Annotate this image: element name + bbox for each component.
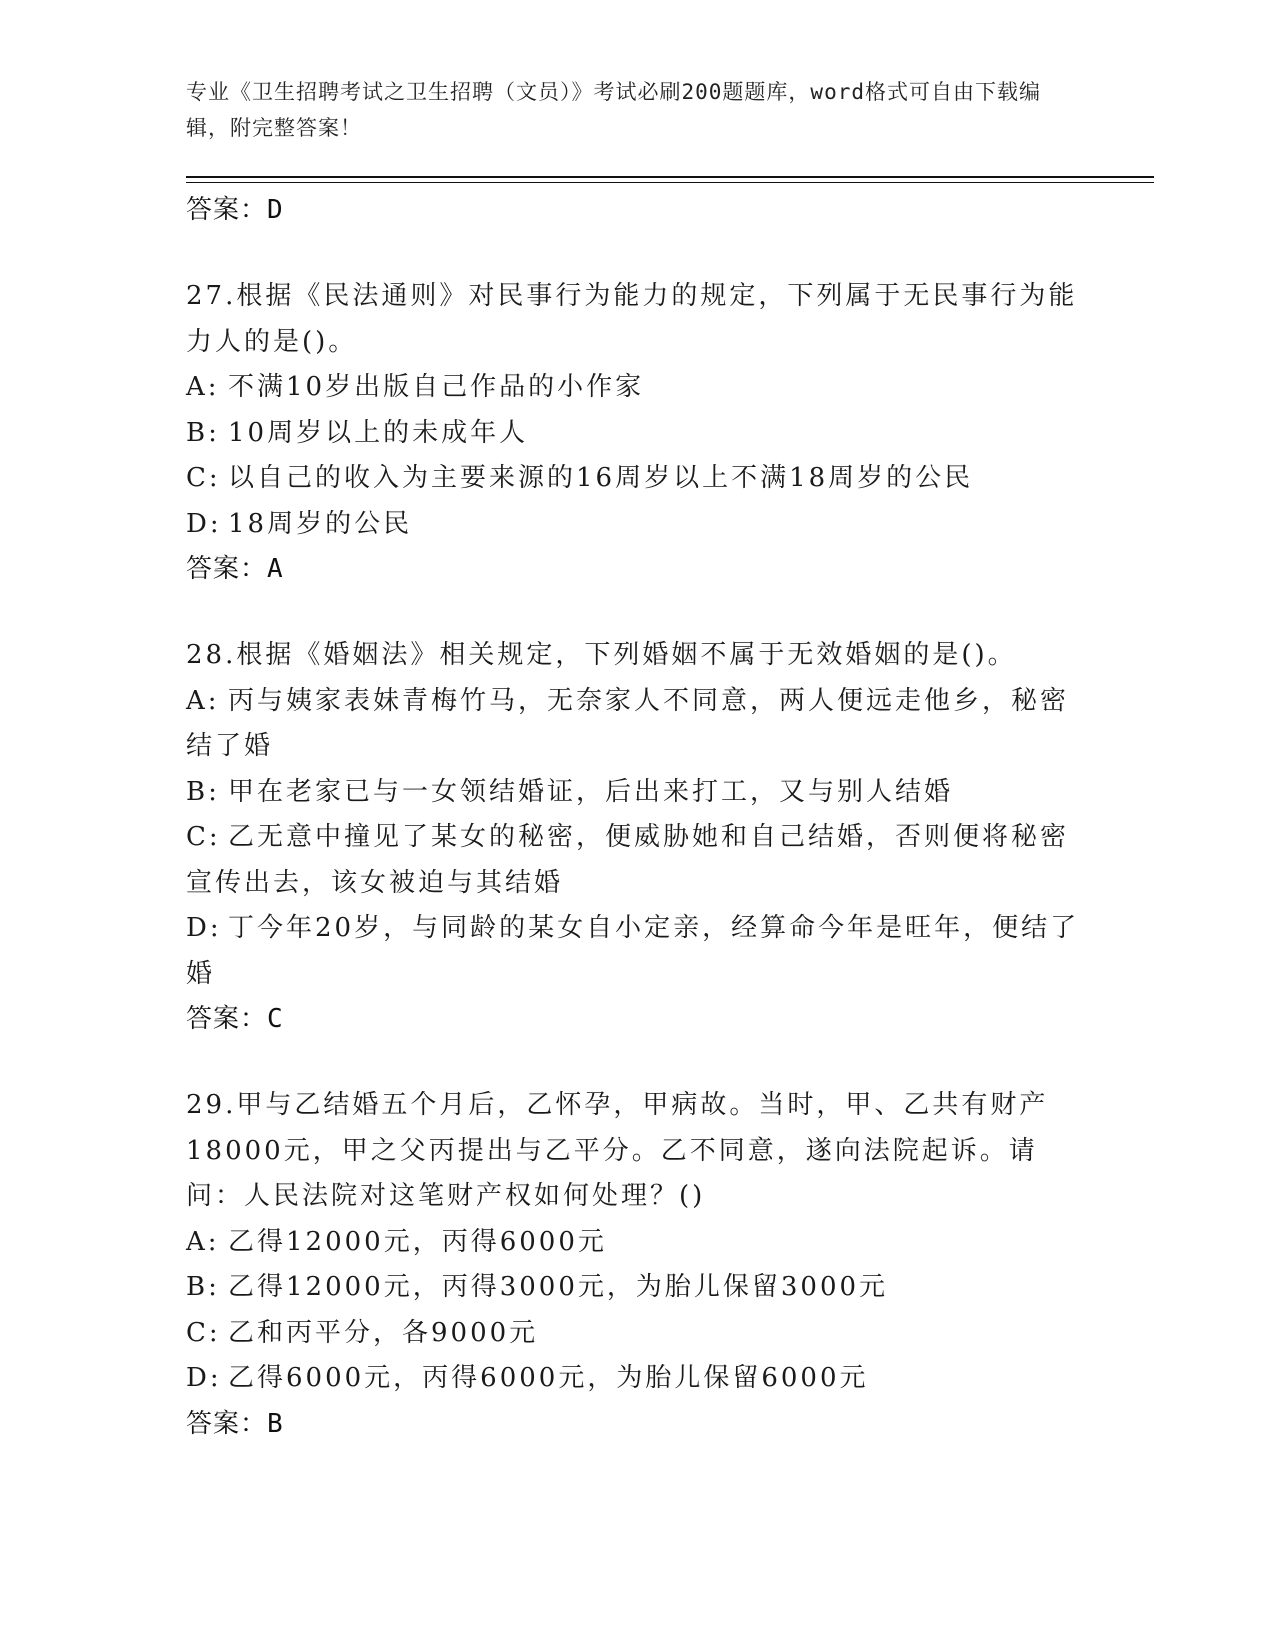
option-a	[186, 1220, 1086, 1266]
option-b	[186, 770, 1086, 816]
option-d	[186, 502, 1086, 548]
option-text: 乙得6000元，丙得6000元，为胎儿保留6000元	[228, 1363, 869, 1393]
option-c	[186, 815, 1086, 906]
header-rule-thick	[186, 176, 1154, 178]
option-d	[186, 906, 1086, 997]
option-key: B:	[186, 776, 220, 807]
question-stem: 29.甲与乙结婚五个月后，乙怀孕，甲病故。当时，甲、乙共有财产18000元，甲之父丙提出与乙平分。乙不同意，遂向法院起诉。请问：人民法院对这笔财产权如何处理？()	[186, 1090, 1049, 1211]
option-c	[186, 456, 1086, 502]
option-key: A:	[186, 1226, 220, 1257]
option-key: B:	[186, 1272, 220, 1302]
option-a	[186, 365, 1086, 411]
option-key: C:	[186, 463, 221, 493]
header-rule-thin	[186, 182, 1154, 183]
answer-line: 答案：B	[186, 1408, 284, 1439]
option-text: 乙得12000元，丙得3000元，为胎儿保留3000元	[228, 1272, 889, 1302]
option-text: 10周岁以上的未成年人	[228, 417, 529, 448]
option-c	[186, 1311, 1086, 1357]
option-text: 甲在老家已与一女领结婚证，后出来打工，又与别人结婚	[228, 776, 954, 807]
option-key: D:	[186, 508, 222, 539]
answer-line: 答案：C	[186, 1004, 284, 1034]
document-content	[186, 188, 1086, 1446]
option-text: 乙无意中撞见了某女的秘密，便威胁她和自己结婚，否则便将秘密宣传出去，该女被迫与其结婚	[186, 822, 1070, 898]
option-text: 丙与姨家表妹青梅竹马，无奈家人不同意，两人便远走他乡，秘密结了婚	[186, 685, 1070, 761]
option-a	[186, 679, 1086, 770]
option-b	[186, 411, 1086, 457]
option-key: D:	[186, 913, 222, 943]
option-key: A:	[186, 372, 220, 402]
option-text: 以自己的收入为主要来源的16周岁以上不满18周岁的公民	[228, 463, 974, 493]
question-item	[186, 274, 1086, 591]
document-header: 专业《卫生招聘考试之卫生招聘（文员）》考试必刷200题题库，word格式可自由下载编辑，附完整答案！	[186, 80, 1041, 140]
option-text: 乙和丙平分，各9000元	[228, 1317, 539, 1348]
question-stem: 28.根据《婚姻法》相关规定，下列婚姻不属于无效婚姻的是()。	[186, 640, 1017, 670]
answer-line: 答案：D	[186, 195, 284, 225]
option-key: C:	[186, 822, 221, 852]
option-text: 不满10岁出版自己作品的小作家	[228, 372, 645, 402]
option-key: A:	[186, 685, 220, 716]
option-b	[186, 1265, 1086, 1311]
option-text: 18周岁的公民	[228, 508, 413, 539]
option-text: 丁今年20岁，与同龄的某女自小定亲，经算命今年是旺年，便结了婚	[186, 913, 1080, 989]
answer-line: 答案：A	[186, 554, 284, 584]
option-key: B:	[186, 417, 220, 448]
question-stem: 27.根据《民法通则》对民事行为能力的规定，下列属于无民事行为能力人的是()。	[186, 281, 1078, 357]
option-key: D:	[186, 1363, 222, 1393]
option-text: 乙得12000元，丙得6000元	[228, 1226, 607, 1257]
question-item	[186, 633, 1086, 1041]
option-d	[186, 1356, 1086, 1402]
question-item	[186, 1083, 1086, 1446]
option-key: C:	[186, 1317, 221, 1348]
